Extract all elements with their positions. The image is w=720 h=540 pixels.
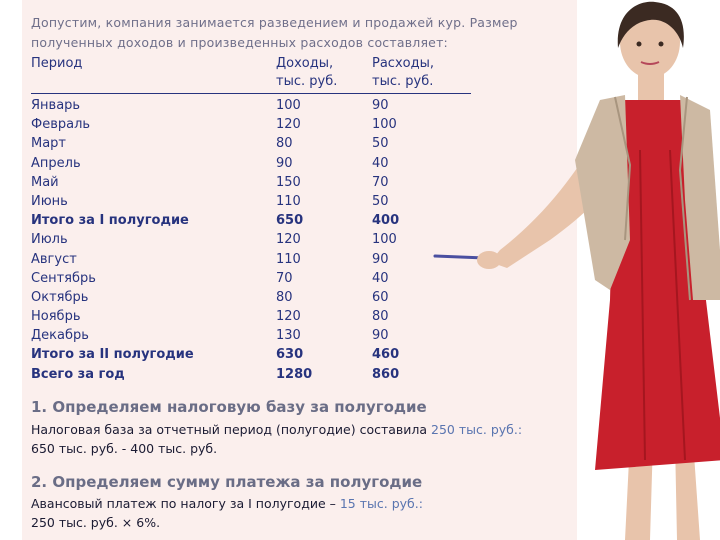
- table-row: [31, 134, 471, 153]
- intro-text: Допустим, компания занимается разведением и продажей кур. Размер полученных доходов и произведенных расходов составляет:: [31, 15, 518, 50]
- section1-text-before: Налоговая база за отчетный период (полугодие) составила: [31, 422, 432, 437]
- presenter-hand: [477, 251, 501, 269]
- cell-period: Итого за II полугодие: [31, 347, 194, 363]
- table-row: [31, 307, 471, 326]
- cell-expense: 400: [372, 213, 400, 229]
- section2-heading: 2. Определяем сумму платежа за полугодие: [31, 473, 423, 491]
- cell-expense: 100: [372, 232, 397, 248]
- cell-income: 70: [276, 270, 293, 286]
- table-row: [31, 326, 471, 345]
- cell-expense: 90: [372, 98, 389, 113]
- presenter-illustration: [425, 0, 720, 540]
- cell-period: Декабрь: [31, 328, 89, 344]
- table-row-total: [31, 345, 471, 364]
- header-expense-line1: Расходы,: [372, 56, 434, 71]
- header-income: [276, 55, 337, 91]
- cell-expense: 60: [372, 289, 389, 305]
- cell-income: 110: [276, 193, 301, 209]
- cell-period: Июнь: [31, 193, 68, 209]
- cell-income: 80: [276, 136, 293, 152]
- cell-income: 120: [276, 232, 301, 248]
- table-row: [31, 96, 471, 115]
- section2-formula: 250 тыс. руб. × 6%.: [31, 515, 161, 530]
- cell-expense: 40: [372, 270, 389, 286]
- table-row: [31, 115, 471, 134]
- cell-period: Март: [31, 136, 67, 152]
- cell-period: Ноябрь: [31, 309, 81, 325]
- cell-expense: 100: [372, 117, 397, 133]
- cell-expense: 90: [372, 328, 389, 344]
- cell-income: 650: [276, 213, 304, 229]
- cell-expense: 50: [372, 193, 389, 209]
- table-body: [31, 94, 471, 384]
- table-header: [31, 55, 471, 94]
- header-expense-line2: тыс. руб.: [372, 74, 434, 89]
- table-row: [31, 269, 471, 288]
- cell-income: 120: [276, 309, 301, 325]
- section1-formula: 650 тыс. руб. - 400 тыс. руб.: [31, 441, 218, 456]
- header-income-line1: Доходы,: [276, 56, 334, 71]
- cell-period: Сентябрь: [31, 270, 96, 286]
- section1-heading: 1. Определяем налоговую базу за полугодие: [31, 398, 427, 416]
- table-row-total: [31, 365, 471, 384]
- table-row: [31, 288, 471, 307]
- cell-expense: 860: [372, 366, 400, 382]
- cell-period: Май: [31, 174, 59, 190]
- section1-highlight: 250 тыс. руб.:: [431, 422, 523, 437]
- cell-income: 80: [276, 289, 293, 305]
- table-row: [31, 173, 471, 192]
- cell-expense: 90: [372, 251, 389, 267]
- cell-period: Всего за год: [31, 366, 125, 382]
- cell-expense: 50: [372, 136, 389, 152]
- cell-income: 630: [276, 347, 304, 363]
- cell-income: 1280: [276, 366, 313, 382]
- cell-period: Январь: [31, 98, 81, 113]
- table-row: [31, 230, 471, 249]
- table-row: [31, 250, 471, 269]
- table-row: [31, 154, 471, 173]
- cell-income: 120: [276, 117, 301, 133]
- cell-expense: 80: [372, 309, 389, 325]
- income-expense-table: [31, 55, 471, 384]
- cell-period: Итого за I полугодие: [31, 213, 189, 229]
- cell-expense: 40: [372, 155, 389, 171]
- section2-highlight: 15 тыс. руб.:: [339, 496, 423, 511]
- table-row: [31, 192, 471, 211]
- cell-income: 130: [276, 328, 301, 344]
- cell-period: Июль: [31, 232, 68, 248]
- cell-income: 110: [276, 251, 301, 267]
- cell-period: Октябрь: [31, 289, 89, 305]
- cell-income: 100: [276, 98, 301, 113]
- cell-income: 90: [276, 155, 293, 171]
- cell-period: Август: [31, 251, 77, 267]
- section2-text-before: Авансовый платеж по налогу за I полугодие –: [31, 496, 340, 511]
- cell-expense: 460: [372, 347, 400, 363]
- header-period: Период: [31, 56, 83, 71]
- cell-expense: 70: [372, 174, 389, 190]
- header-income-line2: тыс. руб.: [276, 74, 338, 89]
- table-row-total: [31, 211, 471, 230]
- cell-period: Апрель: [31, 155, 81, 171]
- cell-income: 150: [276, 174, 301, 190]
- cell-period: Февраль: [31, 117, 91, 133]
